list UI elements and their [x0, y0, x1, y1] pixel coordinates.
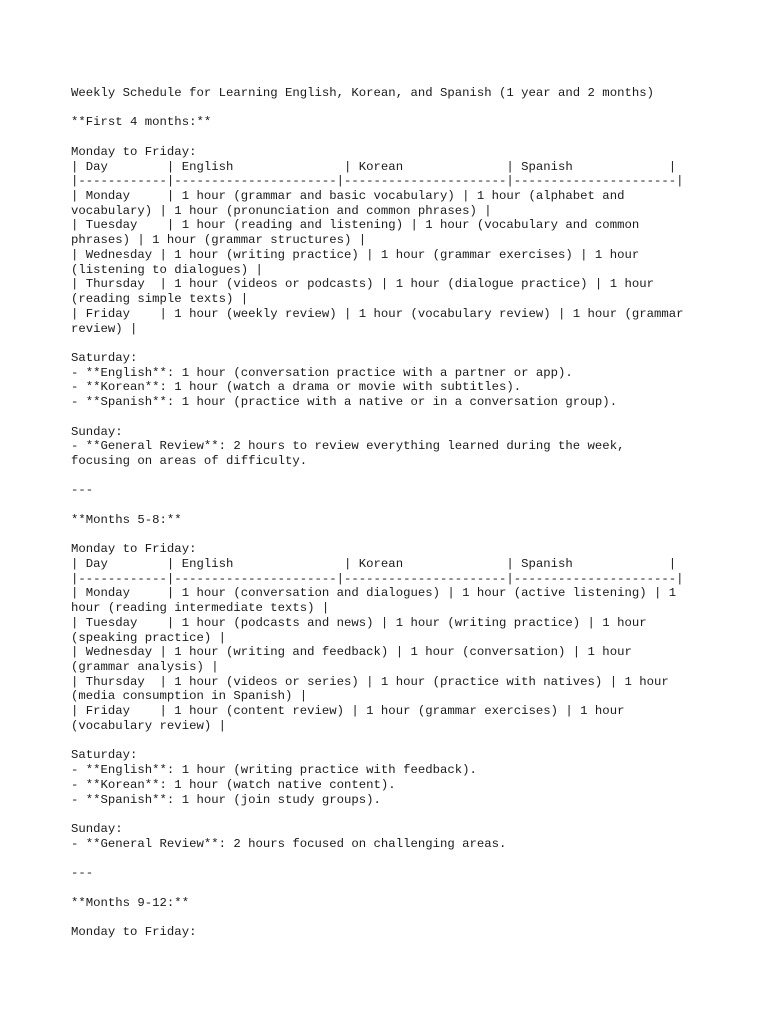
document-line: | Wednesday | 1 hour (writing and feedback) | 1 hour (conversation) | 1 hour [71, 645, 632, 660]
document-line: **Months 9-12:** [71, 895, 190, 910]
document-line: | Thursday | 1 hour (videos or podcasts) | 1 hour (dialogue practice) | 1 hour [71, 277, 654, 292]
document-line: Saturday: [71, 350, 138, 365]
document-line: **Months 5-8:** [71, 512, 182, 527]
document-line: Sunday: [71, 821, 123, 836]
document-line: Saturday: [71, 748, 138, 763]
document-line: - **Korean**: 1 hour (watch native content). [71, 777, 396, 792]
document-line: (listening to dialogues) | [71, 262, 263, 277]
document-line: (reading simple texts) | [71, 292, 249, 307]
document-line: Monday to Friday: [71, 144, 197, 159]
document-line: | Friday | 1 hour (content review) | 1 hour (grammar exercises) | 1 hour [71, 704, 625, 719]
document-line: | Day | English | Korean | Spanish | [71, 159, 677, 174]
document-line: (grammar analysis) | [71, 660, 219, 675]
document-line: Monday to Friday: [71, 924, 197, 939]
document-line: |------------|----------------------|----------------------|----------------------| [71, 174, 684, 189]
document-line: - **General Review**: 2 hours to review everything learned during the week, [71, 439, 625, 454]
document-line: --- [71, 483, 94, 498]
document-line: - **Spanish**: 1 hour (practice with a native or in a conversation group). [71, 395, 618, 410]
document-line: Weekly Schedule for Learning English, Korean, and Spanish (1 year and 2 months) [71, 86, 654, 100]
document-line: vocabulary) | 1 hour (pronunciation and common phrases) | [71, 203, 492, 218]
document-line: hour (reading intermediate texts) | [71, 601, 330, 616]
document-line: | Tuesday | 1 hour (podcasts and news) | 1 hour (writing practice) | 1 hour [71, 615, 647, 630]
document-line: | Thursday | 1 hour (videos or series) | 1 hour (practice with natives) | 1 hour [71, 674, 669, 689]
document-line: - **Korean**: 1 hour (watch a drama or movie with subtitles). [71, 380, 522, 395]
document-line: phrases) | 1 hour (grammar structures) | [71, 233, 367, 248]
document-line: | Monday | 1 hour (grammar and basic vocabulary) | 1 hour (alphabet and [71, 189, 625, 204]
document-line: - **Spanish**: 1 hour (join study groups). [71, 792, 381, 807]
document-line: (vocabulary review) | [71, 718, 226, 733]
document-line: - **General Review**: 2 hours focused on challenging areas. [71, 836, 507, 851]
document-line: (speaking practice) | [71, 630, 226, 645]
document-line: Monday to Friday: [71, 542, 197, 557]
document-line: focusing on areas of difficulty. [71, 453, 308, 468]
document-line: (media consumption in Spanish) | [71, 689, 308, 704]
document-line: | Monday | 1 hour (conversation and dialogues) | 1 hour (active listening) | 1 [71, 586, 677, 601]
document-line: --- [71, 866, 94, 881]
document-line: | Day | English | Korean | Spanish | [71, 557, 677, 571]
document-line: | Tuesday | 1 hour (reading and listening) | 1 hour (vocabulary and common [71, 218, 640, 233]
document-line: - **English**: 1 hour (conversation practice with a partner or app). [71, 365, 573, 380]
document-line: | Wednesday | 1 hour (writing practice) | 1 hour (grammar exercises) | 1 hour [71, 247, 640, 262]
document-line: |------------|----------------------|----------------------|----------------------| [71, 571, 684, 586]
document-line: Sunday: [71, 424, 123, 439]
document-text [71, 86, 728, 940]
document-line: **First 4 months:** [71, 115, 212, 130]
document-line: - **English**: 1 hour (writing practice with feedback). [71, 763, 477, 778]
document-line: | Friday | 1 hour (weekly review) | 1 hour (vocabulary review) | 1 hour (grammar [71, 306, 684, 321]
document-line: review) | [71, 321, 138, 336]
